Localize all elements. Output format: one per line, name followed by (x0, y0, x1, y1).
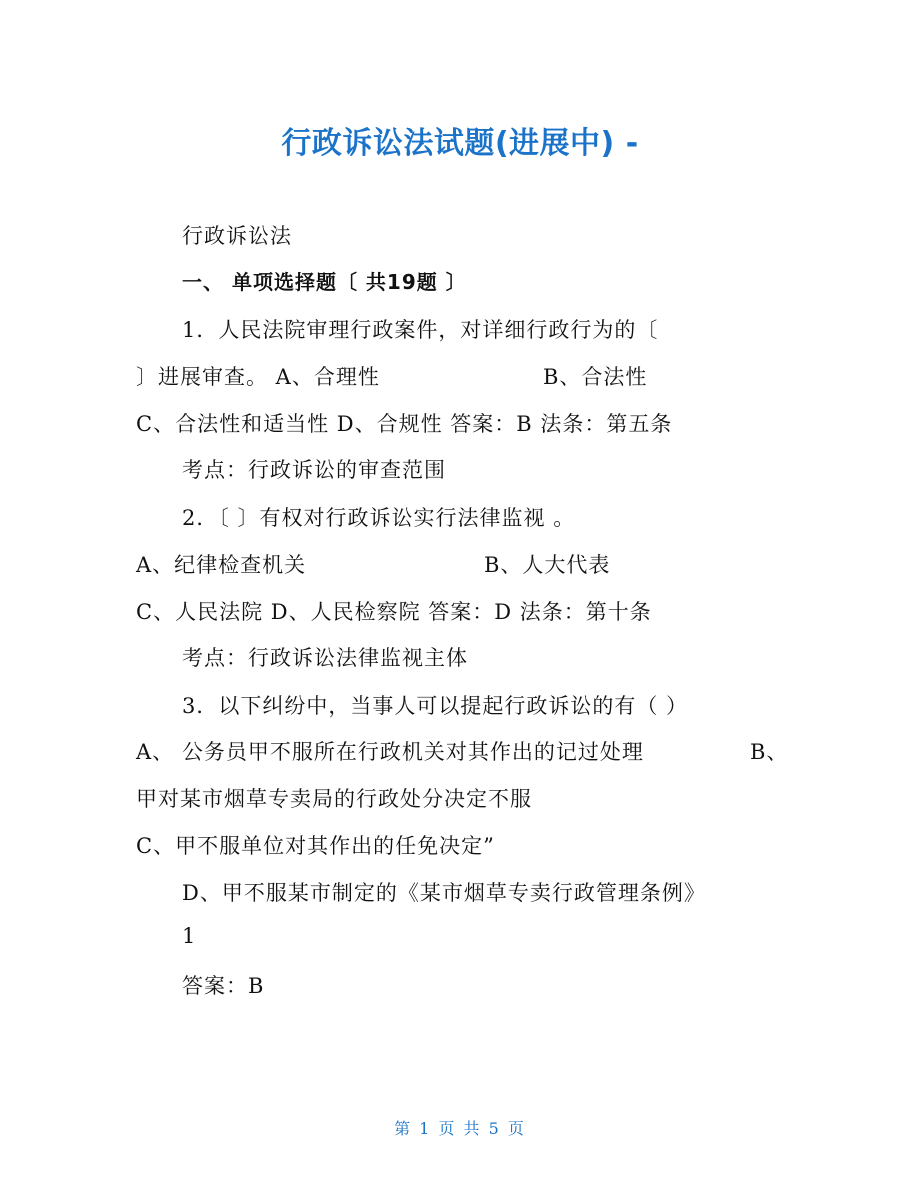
q2-line3: C、人民法院 D、人民检察院 答案：D 法条：第十条 (136, 600, 652, 624)
q3-option-b-label: B、 (750, 740, 789, 764)
section-heading: 一、 单项选择题〔 共19题 〕 (182, 270, 467, 294)
q3-line1: 3．以下纠纷中，当事人可以提起行政诉讼的有（ ） (182, 694, 689, 718)
q1-line2-option-a: 〕进展审查。 A、合理性 (136, 365, 380, 389)
q3-answer: 答案：B (182, 974, 265, 998)
q3-line6: 1 (182, 924, 197, 948)
q1-line3: C、合法性和适当性 D、合规性 答案：B 法条：第五条 (136, 412, 673, 436)
q2-kaodian: 考点：行政诉讼法律监视主体 (182, 646, 468, 670)
q1-line1: 1．人民法院审理行政案件，对详细行政行为的〔 (182, 318, 659, 342)
q2-line1: 2．〔 〕有权对行政诉讼实行法律监视 。 (182, 506, 576, 530)
document-title: 行政诉讼法试题(进展中) - (281, 126, 639, 161)
q1-line2-option-b: B、合法性 (543, 365, 648, 389)
q3-option-b-text: 甲对某市烟草专卖局的行政处分决定不服 (136, 787, 532, 811)
page-footer: 第 1 页 共 5 页 (394, 1119, 526, 1138)
q2-option-a: A、纪律检查机关 (136, 553, 307, 577)
q3-option-c: C、甲不服单位对其作出的任免决定” (136, 834, 495, 858)
subject-label: 行政诉讼法 (182, 224, 292, 248)
q2-option-b: B、人大代表 (484, 553, 611, 577)
q1-kaodian: 考点：行政诉讼的审查范围 (182, 458, 446, 482)
q3-option-d: D、甲不服某市制定的《某市烟草专卖行政管理条例》 (182, 881, 706, 905)
q3-option-a: A、 公务员甲不服所在行政机关对其作出的记过处理 (136, 740, 644, 764)
